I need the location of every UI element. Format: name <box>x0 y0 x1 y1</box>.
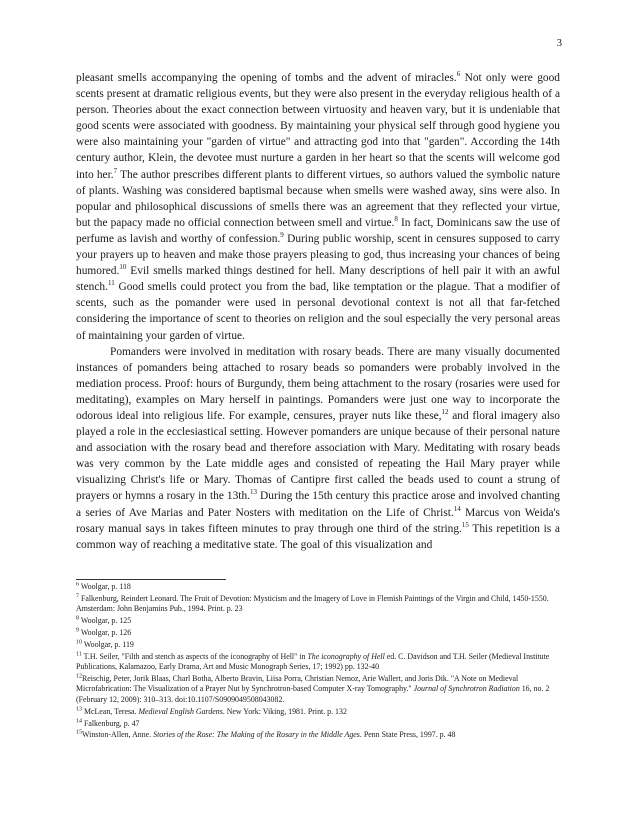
text-run: and floral imagery also played a role in the ecclesiastical setting. However pomanders are unique because of their personal nature and association with the rosary bead and therefore association with Mary. Meditating with rosary beads was very common by the Late middle ages and consisted of repeating the Hail Mary prayer while visualizing Christ's life or Mary. Thomas of Cantipre first called the beads used to count a strung of prayers or hymns a rosary in the 13th. <box>76 409 560 503</box>
footnote-marker: 8 <box>76 615 79 622</box>
footnote-marker: 13 <box>76 706 82 713</box>
footnote-marker: 6 <box>456 70 461 79</box>
text-run: The author prescribes different plants to different virtues, so authors valued the symbolic nature of plants. Washing was considered baptismal because when smells were washed away, sins were also. In popular and philosophical discussions of smells there was an agreement that they reflected your virtue, but the papacy made no official connection between smell and virtue. <box>76 168 560 229</box>
footnote-marker: 7 <box>113 166 118 175</box>
italic-title: Journal of Synchrotron Radiation <box>413 684 520 694</box>
text-run: Good smells could protect you from the bad, like temptation or the plague. That a modifier of scents, such as the pomander were used in personal devotional context is not all that far-fetched considering the importance of scent to theories on religion and the soul especially the very personal areas of maintaining your garden of virtue. <box>76 281 560 342</box>
text-run: McLean, Teresa. <box>82 706 139 716</box>
text-run: Reischig, Peter, Jorik Blaas, Charl Botha, Alberto Bravin, Liisa Porra, Christian Nemoz, Arie Wallert, and Joris Dik. "A Note on Medieval Microfabrication: The Visualization of a Prayer Nut by Synchrotron-based Computer X-ray Tomography." <box>76 673 519 694</box>
body-paragraph <box>76 344 560 553</box>
text-run: 16, no. 2 (February 12, 2009): 310–313. doi:10.1107/S0909049508043082. <box>76 684 550 705</box>
text-run: Marcus von Weida's rosary manual says in takes fifteen minutes to pray through one third of the string. <box>76 506 560 535</box>
text-run: Woolgar, p. 125 <box>79 616 132 626</box>
text-run: ed. C. Davidson and T.H. Seiler (Medieval Institute Publications, Kalamazoo, Early Drama, Art and Music Monograph Series, 17; 1992) pp. 132-40 <box>76 651 550 672</box>
italic-title: Stories of the Rose: The Making of the Rosary in the Middle Ages <box>153 730 360 740</box>
page-number: 3 <box>556 38 562 49</box>
text-run: In fact, Dominicans saw the use of perfume as lavish and worthy of confession. <box>76 216 560 245</box>
footnote-marker: 12 <box>441 408 449 417</box>
body-paragraph <box>76 70 560 344</box>
footnote-entry <box>76 628 560 639</box>
footnote-entry <box>76 730 560 741</box>
footnote-marker: 10 <box>119 263 127 272</box>
text-run: . New York: Viking, 1981. Print. p. 132 <box>222 706 347 716</box>
italic-title: Medieval English Gardens <box>138 706 223 716</box>
text-run: pleasant smells accompanying the opening of tombs and the advent of miracles. <box>76 72 457 84</box>
footnote-marker: 13 <box>250 488 258 497</box>
footnote-marker: 8 <box>394 215 398 224</box>
text-run: During the 15th century this practice arose and involved chanting a series of Ave Marias and Pater Nosters with meditation on the Life of Christ. <box>76 490 560 519</box>
footnote-entry <box>76 594 560 615</box>
italic-title: The iconography of Hell <box>307 651 385 661</box>
footnote-entry <box>76 674 560 706</box>
footnote-entry <box>76 707 560 718</box>
text-run: During public worship, scent in censures supposed to carry your prayers up to heaven and make those prayers pleasing to god, thus increasing your chances of being humored. <box>76 232 560 278</box>
body-text <box>76 70 560 560</box>
text-run: T.H. Seiler, "Filth and stench as aspects of the iconography of Hell" in <box>81 651 308 661</box>
footnote-marker: 12 <box>76 673 82 680</box>
text-run: . Penn State Press, 1997. p. 48 <box>359 730 456 740</box>
footnote-marker: 9 <box>76 627 79 634</box>
footnotes <box>76 582 560 772</box>
text-run: Falkenburg, Reindert Leonard. The Fruit of Devotion: Mysticism and the Imagery of Love in Flemish Paintings of the Virgin and Child, 1450-1550. Amsterdam: John Benjamins Pub., 1994. Print. p. 23 <box>76 593 549 614</box>
footnote-divider <box>76 579 226 580</box>
footnote-marker: 9 <box>280 231 284 240</box>
footnote-entry <box>76 652 560 673</box>
footnote-entry <box>76 719 560 730</box>
footnote-marker: 10 <box>76 639 82 646</box>
footnote-marker: 14 <box>453 504 461 513</box>
footnote-marker: 11 <box>76 650 82 657</box>
footnote-entry <box>76 582 560 593</box>
text-run: Woolgar, p. 119 <box>82 639 134 649</box>
footnote-marker: 11 <box>107 279 115 288</box>
text-run: Winston-Allen, Anne. <box>82 730 154 740</box>
text-run: This repetition is a common way of reaching a meditative state. The goal of this visualization and <box>76 522 560 551</box>
text-run: Woolgar, p. 126 <box>79 627 132 637</box>
footnote-marker: 15 <box>76 729 82 736</box>
text-run: Not only were good scents present at dramatic religious events, but they were also present in the everyday religious health of a person. Theories about the exact connection between virtuosity and heaven vary, but it is undeniable that good scents were associated with goodness. By maintaining your physical self through good hygiene you were also maintaining your "garden of virtue" and attracting god into that "garden". According the 14th century author, Klein, the devotee must nurture a garden in her heart so that the scents will welcome god into her. <box>76 72 560 181</box>
footnote-marker: 15 <box>461 520 469 529</box>
footnote-entry <box>76 616 560 627</box>
text-run: Evil smells marked things destined for hell. Many descriptions of hell pair it with an awful stench. <box>76 265 560 294</box>
footnote-entry <box>76 640 560 651</box>
footnote-marker: 7 <box>76 593 79 600</box>
text-run: Pomanders were involved in meditation with rosary beads. There are many visually documented instances of pomanders being attached to rosary beads so pomanders were probably involved in the mediation process. Proof: hours of Burgundy, them being attachment to the rosary (rosaries were used for meditating), examples on Mary herself in paintings. Pomanders were just one way to incorporate the odorous ideal into religious life. For example, censures, prayer nuts like these, <box>76 345 560 422</box>
text-run: Woolgar, p. 118 <box>79 582 131 591</box>
footnote-marker: 6 <box>76 582 79 588</box>
footnote-marker: 14 <box>76 718 82 724</box>
text-run: Falkenburg, p. 47 <box>82 718 140 728</box>
